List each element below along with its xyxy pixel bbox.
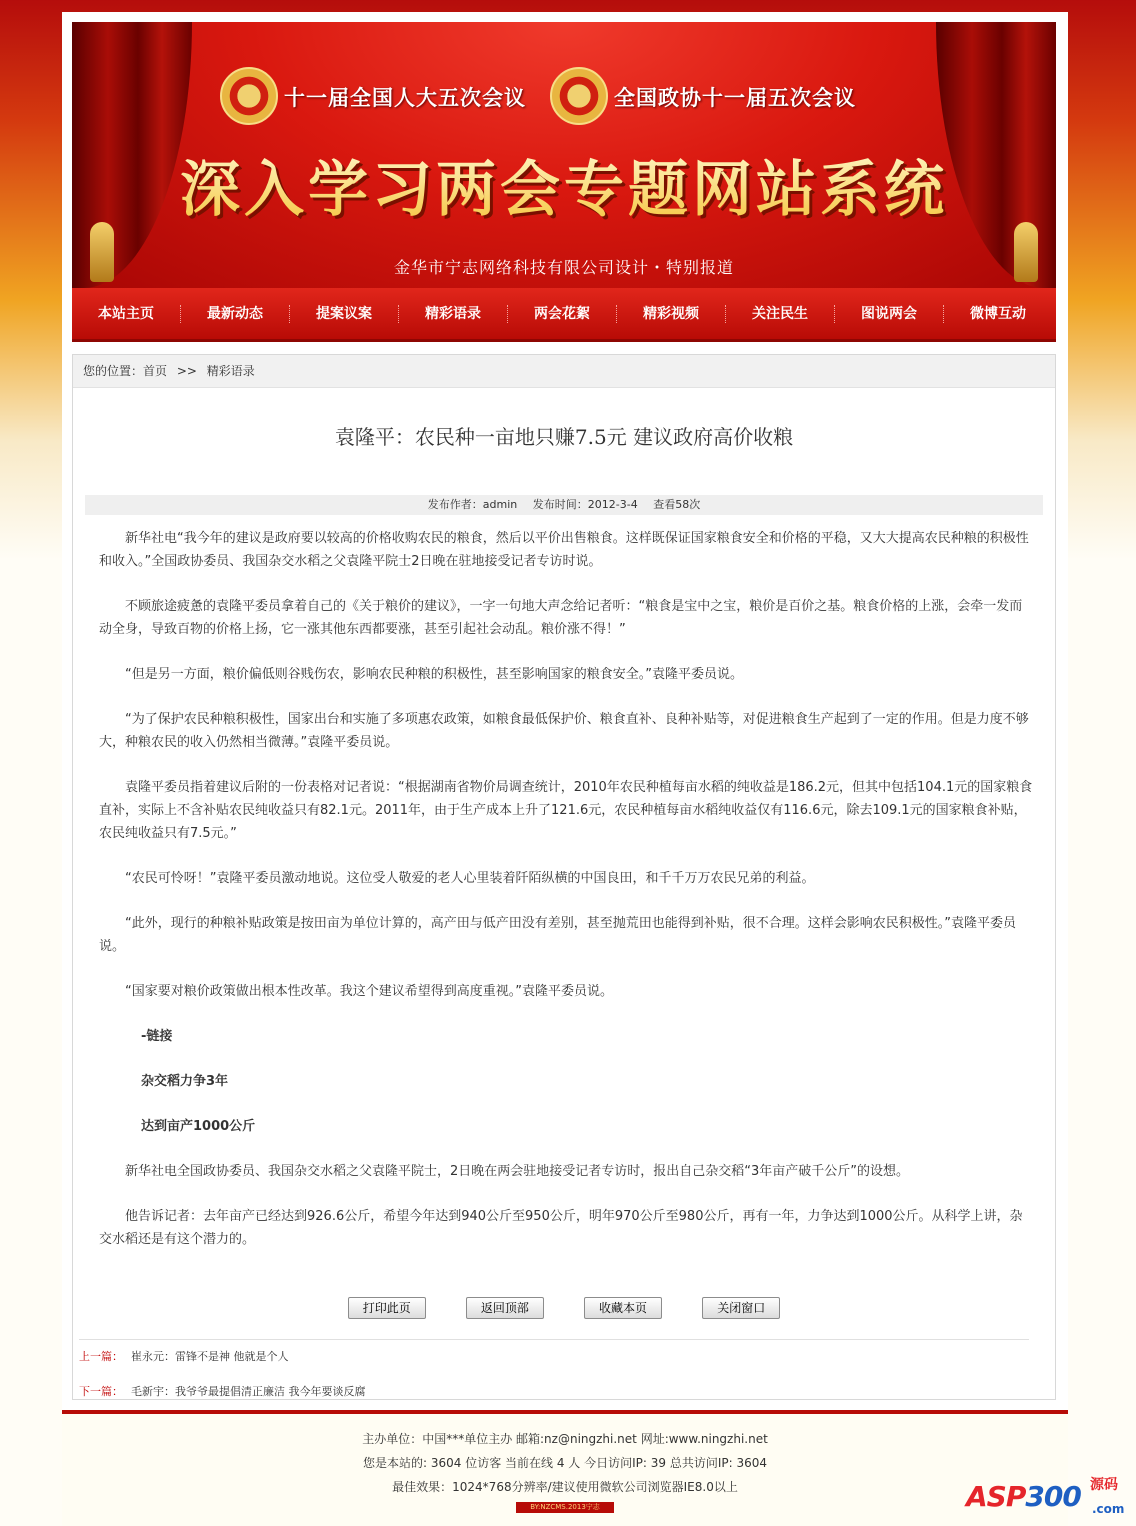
site-subtitle: 金华市宁志网络科技有限公司设计・特别报道 xyxy=(393,258,734,277)
header-banner xyxy=(72,22,1056,288)
next-article-link[interactable]: 毛新宇：我爷爷最提倡清正廉洁 我今年要谈反腐 xyxy=(131,1385,366,1398)
page-wrapper xyxy=(62,12,1068,1414)
footer-best-view: 最佳效果：1024*768分辨率/建议使用微软公司浏览器IE8.0以上 xyxy=(392,1480,738,1494)
npc-meeting-label: 十一届全国人大五次会议 xyxy=(284,86,526,110)
site-title: 深入学习两会专题网站系统 xyxy=(72,142,1056,228)
watermark-brand: ASP300 xyxy=(966,1480,1081,1513)
nav-item-home[interactable]: 本站主页 xyxy=(72,305,181,323)
bookmark-button[interactable]: 收藏本页 xyxy=(584,1297,662,1319)
nav-item-livelihood[interactable]: 关注民生 xyxy=(726,305,835,323)
article-views: 查看58次 xyxy=(653,498,701,511)
sub-heading-2: 达到亩产1000公斤 xyxy=(141,1119,256,1134)
article-title: 袁隆平：农民种一亩地只赚7.5元 建议政府高价收粮 xyxy=(334,425,794,449)
article-paragraph: 新华社电全国政协委员、我国杂交水稻之父袁隆平院士，2日晚在两会驻地接受记者专访时，报出自己杂交稻“3年亩产破千公斤”的设想。 xyxy=(125,1164,910,1179)
next-label: 下一篇： xyxy=(79,1385,123,1398)
nav-item-pictures[interactable]: 图说两会 xyxy=(835,305,944,323)
article-paragraph: “此外，现行的种粮补贴政策是按田亩为单位计算的，高产田与低产田没有差别，甚至抛荒田也能得到补贴，很不合理。这样会影响农民积极性。”袁隆平委员说。 xyxy=(99,916,1016,954)
article-author: 发布作者：admin xyxy=(427,498,518,511)
footer xyxy=(62,1414,1068,1526)
prev-article xyxy=(79,1348,289,1364)
divider xyxy=(79,1339,1029,1340)
print-button[interactable]: 打印此页 xyxy=(348,1297,426,1319)
nav-item-videos[interactable]: 精彩视频 xyxy=(617,305,726,323)
breadcrumb-home-link[interactable]: 首页 xyxy=(143,364,168,378)
footer-visitor-stats: 您是本站的: 3604 位访客 当前在线 4 人 今日访问IP: 39 总共访问IP: 3604 xyxy=(363,1456,767,1470)
watermark-tag: 源码 xyxy=(1090,1477,1118,1493)
article-paragraph: 新华社电“我今年的建议是政府要以较高的价格收购农民的粮食，然后以平价出售粮食。这样既保证国家粮食安全和价格的平稳，又大大提高农民种粮的积极性和收入。”全国政协委员、我国杂交水稻之父袁隆平院士2日晚在驻地接受记者专访时说。 xyxy=(99,531,1029,569)
link-heading: -链接 xyxy=(141,1029,173,1044)
prev-label: 上一篇： xyxy=(79,1350,123,1363)
article-panel xyxy=(72,354,1056,1400)
article-paragraph: “国家要对粮价政策做出根本性改革。我这个建议希望得到高度重视。”袁隆平委员说。 xyxy=(125,984,613,999)
powered-by-badge[interactable]: BY:NZCMS.2013宁志 xyxy=(516,1502,614,1513)
footer-organizer: 主办单位：中国***单位主办 邮箱:nz@ningzhi.net 网址:www.ningzhi.net xyxy=(362,1432,768,1446)
article-paragraph: 他告诉记者：去年亩产已经达到926.6公斤，希望今年达到940公斤至950公斤，明年970公斤至980公斤，再有一年，力争达到1000公斤。从科学上讲，杂交水稻还是有这个潜力的。 xyxy=(99,1209,1023,1247)
article-paragraph: “为了保护农民种粮积极性，国家出台和实施了多项惠农政策，如粮食最低保护价、粮食直补、良种补贴等，对促进粮食生产起到了一定的作用。但是力度不够大，种粮农民的收入仍然相当微薄。”袁隆平委员说。 xyxy=(99,712,1029,750)
next-article xyxy=(79,1383,366,1399)
prev-article-link[interactable]: 崔永元：雷锋不是神 他就是个人 xyxy=(131,1350,289,1363)
article-paragraph: “但是另一方面，粮价偏低则谷贱伤农，影响农民种粮的积极性，甚至影响国家的粮食安全。”袁隆平委员说。 xyxy=(125,667,743,682)
nav-item-weibo[interactable]: 微博互动 xyxy=(970,305,1026,322)
article-paragraph: 不顾旅途疲惫的袁隆平委员拿着自己的《关于粮价的建议》，一字一句地大声念给记者听：“粮食是宝中之宝，粮价是百价之基。粮食价格的上涨，会牵一发而动全身，导致百物的价格上扬，它一涨其他东西都要涨，甚至引起社会动乱。粮价涨不得！” xyxy=(99,599,1023,637)
article-meta xyxy=(85,495,1043,515)
action-buttons xyxy=(73,1297,1055,1319)
nav-item-quotes[interactable]: 精彩语录 xyxy=(399,305,508,323)
breadcrumb-prefix: 您的位置： xyxy=(83,364,144,378)
nav-item-proposals[interactable]: 提案议案 xyxy=(290,305,399,323)
watermark-logo xyxy=(966,1472,1130,1522)
close-window-button[interactable]: 关闭窗口 xyxy=(702,1297,780,1319)
nav-item-news[interactable]: 最新动态 xyxy=(181,305,290,323)
breadcrumb xyxy=(73,355,1055,388)
breadcrumb-separator: >> xyxy=(176,364,197,378)
main-nav xyxy=(72,288,1056,342)
breadcrumb-current-link[interactable]: 精彩语录 xyxy=(206,364,255,378)
watermark-suffix: .com xyxy=(1092,1502,1125,1516)
sub-heading-1: 杂交稻力争3年 xyxy=(141,1074,229,1089)
article-time: 发布时间：2012-3-4 xyxy=(532,498,638,511)
national-emblem-icon xyxy=(220,67,278,125)
nav-item-highlights[interactable]: 两会花絮 xyxy=(508,305,617,323)
article-paragraph: 袁隆平委员指着建议后附的一份表格对记者说：“根据湖南省物价局调查统计，2010年农民种植每亩水稻的纯收益是186.2元，但其中包括104.1元的国家粮食直补，实际上不含补贴农民纯收益只有82.1元。2011年，由于生产成本上升了121.6元，农民种植每亩水稻纯收益仅有116.6元，除去109.1元的国家粮食补贴，农民纯收益只有7.5元。” xyxy=(99,780,1033,841)
back-to-top-button[interactable]: 返回顶部 xyxy=(466,1297,544,1319)
cppcc-emblem-icon xyxy=(550,67,608,125)
article-body xyxy=(99,527,1033,1273)
article-paragraph: “农民可怜呀！”袁隆平委员激动地说。这位受人敬爱的老人心里装着阡陌纵横的中国良田，和千千万万农民兄弟的利益。 xyxy=(125,871,815,886)
cppcc-meeting-label: 全国政协十一届五次会议 xyxy=(614,86,856,110)
